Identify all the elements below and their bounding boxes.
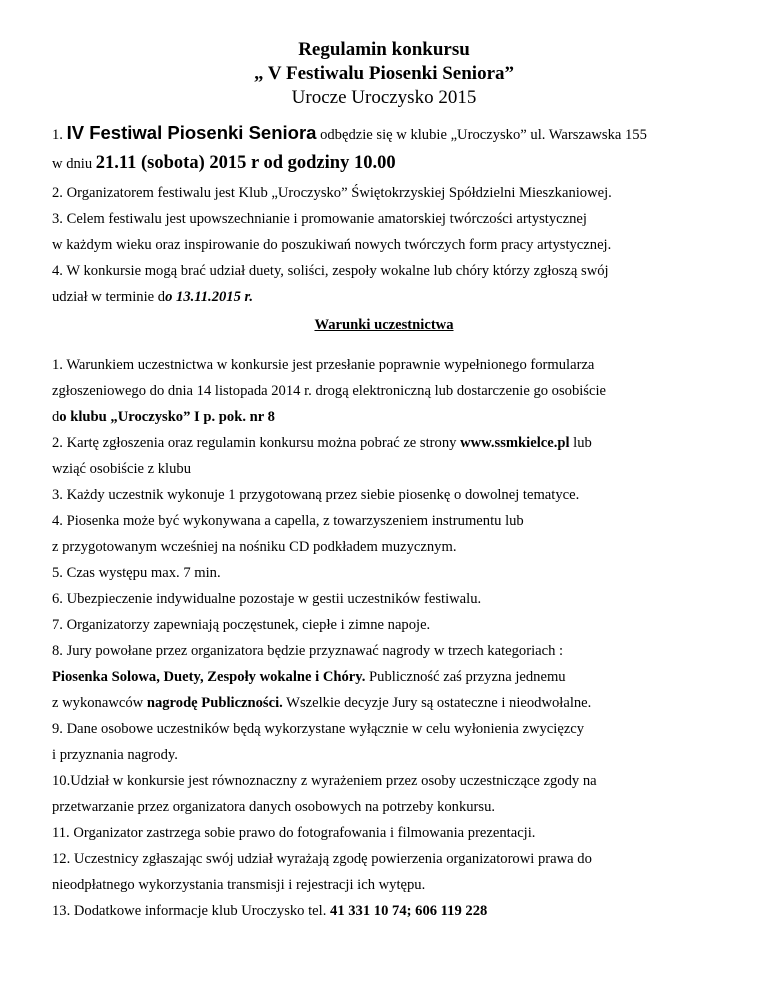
rule-12a: 12. Uczestnicy zgłaszając swój udział wyrażają zgodę powierzenia organizatorowi prawa do [52,851,592,867]
rule-3: 3. Każdy uczestnik wykonuje 1 przygotowaną przez siebie piosenkę o dowolnej tematyce. [52,487,580,503]
title-line-3: Urocze Uroczysko 2015 [291,87,477,108]
rule-1c: do klubu „Uroczysko” I p. pok. nr 8 [52,409,275,425]
rule-9a: 9. Dane osobowe uczestników będą wykorzystane wyłącznie w celu wyłonienia zwycięzcy [52,721,585,737]
rule-8a: 8. Jury powołane przez organizatora będzie przyznawać nagrody w trzech kategoriach : [52,643,564,659]
title-line-2: „ V Festiwalu Piosenki Seniora” [253,63,515,84]
rule-1b: zgłoszeniowego do dnia 14 listopada 2014 r. drogą elektroniczną lub dostarczenie go osobiście [52,383,606,399]
rule-8c: z wykonawców nagrodę Publiczności. Wszelkie decyzje Jury są ostateczne i nieodwołalne. [52,695,592,711]
intro-point-2: 2. Organizatorem festiwalu jest Klub „Uroczysko” Świętokrzyskiej Spółdzielni Mieszkaniowej. [52,185,612,201]
rule-4a: 4. Piosenka może być wykonywana a capella, z towarzyszeniem instrumentu lub [52,513,524,529]
rule-8b: Piosenka Solowa, Duety, Zespoły wokalne i Chóry. Publiczność zaś przyzna jednemu [52,669,566,685]
website-link[interactable]: www.ssmkielce.pl [460,435,570,451]
rule-1a: 1. Warunkiem uczestnictwa w konkursie jest przesłanie poprawnie wypełnionego formularza [52,357,595,373]
rule-12b: nieodpłatnego wykorzystania transmisji i rejestracji ich wytępu. [52,877,426,893]
rule-7: 7. Organizatorzy zapewniają poczęstunek, ciepłe i zimne napoje. [52,617,431,633]
intro-point-1-date: w dniu 21.11 (sobota) 2015 r od godziny 10.00 [52,153,396,173]
intro-point-3a: 3. Celem festiwalu jest upowszechnianie i promowanie amatorskiej twórczości artystycznej [52,211,587,227]
rule-2b: wziąć osobiście z klubu [52,461,192,477]
rule-4b: z przygotowanym wcześniej na nośniku CD podkładem muzycznym. [52,539,457,555]
rule-10a: 10.Udział w konkursie jest równoznaczny z wyrażeniem przez osoby uczestniczące zgody na [52,773,597,789]
intro-point-4b: udział w terminie do 13.11.2015 r. [52,289,254,305]
intro-point-1: 1. IV Festiwal Piosenki Seniora odbędzie się w klubie „Uroczysko” ul. Warszawska 155 [52,122,647,143]
section-title: Warunki uczestnictwa [314,317,454,333]
rule-11: 11. Organizator zastrzega sobie prawo do fotografowania i filmowania prezentacji. [52,825,536,841]
rule-2a: 2. Kartę zgłoszenia oraz regulamin konkursu można pobrać ze strony www.ssmkielce.pl lub [52,435,592,451]
rule-9b: i przyznania nagrody. [52,747,178,763]
rule-5: 5. Czas występu max. 7 min. [52,565,221,581]
rule-10b: przetwarzanie przez organizatora danych osobowych na potrzeby konkursu. [52,799,496,815]
rule-6: 6. Ubezpieczenie indywidualne pozostaje w gestii uczestników festiwalu. [52,591,482,607]
intro-point-4a: 4. W konkursie mogą brać udział duety, soliści, zespoły wokalne lub chóry którzy zgłoszą swój [52,263,609,279]
intro-point-3b: w każdym wieku oraz inspirowanie do poszukiwań nowych twórczych form pracy artystycznej. [52,237,612,253]
rule-13: 13. Dodatkowe informacje klub Uroczysko tel. 41 331 10 74; 606 119 228 [52,903,488,919]
title-line-1: Regulamin konkursu [298,39,470,60]
